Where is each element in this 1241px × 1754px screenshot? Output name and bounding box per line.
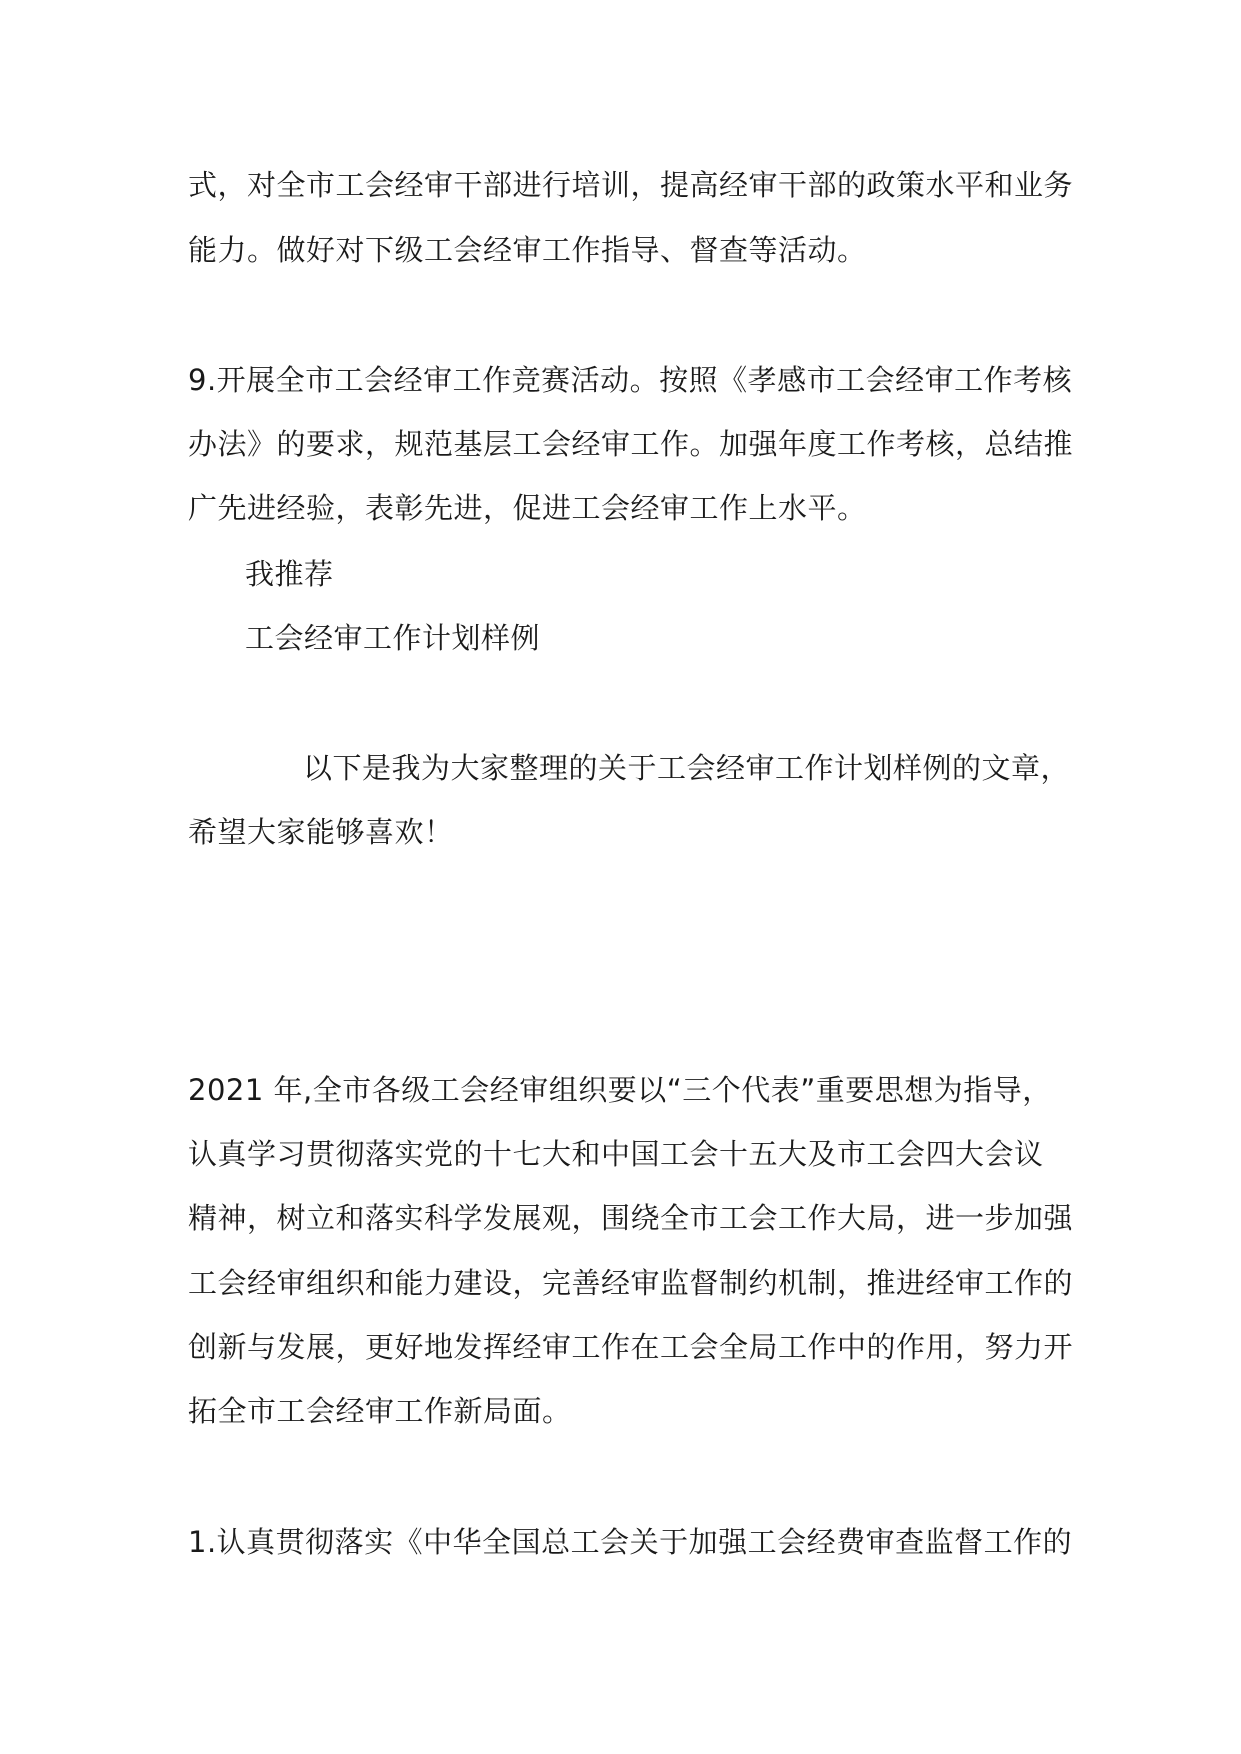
- article-title: 工会经审工作计划样例: [245, 621, 541, 655]
- text-line: 9.开展全市工会经审工作竞赛活动。按照《孝感市工会经审工作考核: [188, 363, 1073, 397]
- text-line: 式，对全市工会经审干部进行培训，提高经审干部的政策水平和业务: [188, 168, 1074, 202]
- text-line: 2021 年,全市各级工会经审组织要以“三个代表”重要思想为指导，: [188, 1073, 1052, 1107]
- text-line: 认真学习贯彻落实党的十七大和中国工会十五大及市工会四大会议: [188, 1137, 1044, 1171]
- text-line: 能力。做好对下级工会经审工作指导、督查等活动。: [188, 233, 867, 267]
- text-line: 以下是我为大家整理的关于工会经审工作计划样例的文章，: [303, 751, 1071, 785]
- text-line: 拓全市工会经审工作新局面。: [188, 1394, 572, 1428]
- text-line: 精神，树立和落实科学发展观，围绕全市工会工作大局，进一步加强: [188, 1201, 1074, 1235]
- text-line: 广先进经验，表彰先进，促进工会经审工作上水平。: [188, 491, 867, 525]
- text-line: 1.认真贯彻落实《中华全国总工会关于加强工会经费审查监督工作的: [188, 1525, 1073, 1559]
- text-line: 希望大家能够喜欢！: [188, 815, 454, 849]
- recommend-label: 我推荐: [245, 557, 334, 591]
- text-line: 办法》的要求，规范基层工会经审工作。加强年度工作考核，总结推: [188, 427, 1074, 461]
- text-line: 创新与发展，更好地发挥经审工作在工会全局工作中的作用，努力开: [188, 1330, 1074, 1364]
- text-line: 工会经审组织和能力建设，完善经审监督制约机制，推进经审工作的: [188, 1266, 1074, 1300]
